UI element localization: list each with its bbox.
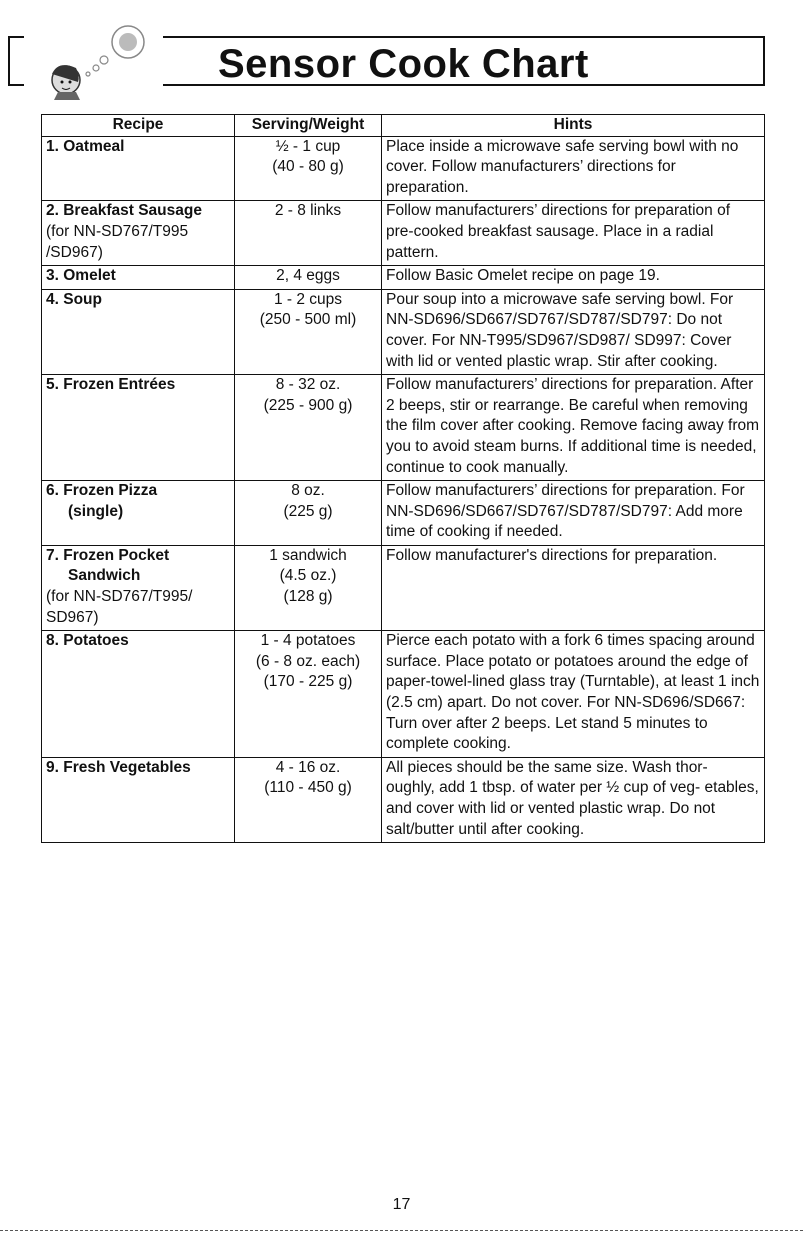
sensor-cook-table [41, 114, 765, 843]
serving-cell [235, 481, 382, 546]
hint-cell: Follow manufacturer's directions for preparation. [382, 545, 765, 630]
serving-line: (6 - 8 oz. each) [255, 652, 361, 670]
column-header-hints: Hints [382, 115, 765, 137]
recipe-name: 3. Omelet [46, 267, 116, 285]
recipe-cell [42, 375, 235, 481]
recipe-model-note: (for NN-SD767/T995/ SD967) [46, 588, 193, 626]
serving-line: 8 - 32 oz. [275, 376, 341, 394]
column-header-recipe: Recipe [42, 115, 235, 137]
table-row [42, 201, 765, 266]
recipe-name-continued: Sandwich [68, 567, 141, 585]
serving-line: (225 g) [283, 502, 333, 520]
table-row [42, 631, 765, 758]
serving-cell [235, 545, 382, 630]
serving-cell [235, 201, 382, 266]
recipe-name: 7. Frozen Pocket [46, 546, 170, 564]
recipe-name: 9. Fresh Vegetables [46, 758, 191, 776]
recipe-cell [42, 545, 235, 630]
recipe-cell [42, 136, 235, 201]
page-number: 17 [392, 1196, 411, 1213]
serving-cell [235, 375, 382, 481]
serving-line: 2 - 8 links [274, 202, 342, 220]
page-header [8, 20, 765, 100]
serving-line: 1 - 2 cups [273, 290, 343, 308]
recipe-model-note: (for NN-SD767/T995 /SD967) [46, 222, 189, 261]
serving-line: 1 sandwich [269, 546, 347, 564]
recipe-cell [42, 757, 235, 842]
serving-cell [235, 136, 382, 201]
recipe-name: 8. Potatoes [46, 632, 129, 650]
recipe-name: 1. Oatmeal [46, 137, 125, 155]
serving-line: (170 - 225 g) [263, 673, 353, 691]
serving-line: (128 g) [283, 588, 333, 606]
table-row [42, 481, 765, 546]
recipe-name: 4. Soup [46, 290, 102, 308]
column-header-serving: Serving/Weight [235, 115, 382, 137]
serving-line: 8 oz. [291, 482, 325, 500]
recipe-name: 5. Frozen Entrées [46, 376, 176, 394]
recipe-cell [42, 631, 235, 758]
serving-cell [235, 757, 382, 842]
recipe-cell [42, 481, 235, 546]
footer-divider [0, 1230, 803, 1231]
serving-line: (225 - 900 g) [263, 396, 353, 414]
serving-cell [235, 289, 382, 374]
recipe-name-continued: (single) [68, 502, 124, 520]
table-row [42, 266, 765, 290]
serving-cell [235, 266, 382, 290]
serving-line: 4 - 16 oz. [275, 758, 341, 776]
hint-cell: All pieces should be the same size. Wash thor- oughly, add 1 tbsp. of water per ½ cup of veg- etables, and cover with lid or vented plastic wrap. Do not salt/butter until after cooking. [382, 757, 765, 842]
recipe-cell [42, 289, 235, 374]
hint-cell: Place inside a microwave safe serving bowl with no cover. Follow manufacturers’ directions for preparation. [382, 136, 765, 201]
table-row [42, 289, 765, 374]
serving-line: (4.5 oz.) [279, 567, 337, 585]
serving-line: 1 - 4 potatoes [260, 632, 356, 650]
hint-cell: Pierce each potato with a fork 6 times spacing around surface. Place potato or potatoes around the edge of paper-towel-lined glass tray (Turntable), at least 1 inch (2.5 cm) apart. Do not cover. For NN-SD696/SD667: Turn over after 2 beeps. Let stand 5 minutes to complete cooking. [382, 631, 765, 758]
table-row [42, 375, 765, 481]
table-row [42, 757, 765, 842]
header-left-bracket [8, 36, 24, 86]
serving-cell [235, 631, 382, 758]
hint-cell: Pour soup into a microwave safe serving bowl. For NN-SD696/SD667/SD767/SD787/SD797: Do not cover. For NN-T995/SD967/SD987/ SD997: Cover with lid or vented plastic wrap. Stir after cooking. [382, 289, 765, 374]
recipe-name: 6. Frozen Pizza [46, 482, 158, 500]
serving-line: (250 - 500 ml) [259, 311, 357, 329]
serving-line: ½ - 1 cup [275, 137, 341, 155]
hint-cell: Follow Basic Omelet recipe on page 19. [382, 266, 765, 290]
table-row [42, 545, 765, 630]
hint-cell: Follow manufacturers’ directions for preparation of pre-cooked breakfast sausage. Place in a radial pattern. [382, 201, 765, 266]
table-row [42, 136, 765, 201]
table-header-row [42, 115, 765, 137]
hint-cell: Follow manufacturers’ directions for preparation. For NN-SD696/SD667/SD767/SD787/SD797: Add more time of cooking if needed. [382, 481, 765, 546]
page-title: Sensor Cook Chart [218, 42, 589, 86]
recipe-cell [42, 266, 235, 290]
recipe-cell [42, 201, 235, 266]
hint-cell: Follow manufacturers’ directions for preparation. After 2 beeps, stir or rearrange. Be careful when removing the film cover after cooking. Remove facing away from you to avoid steam burns. If additional time is needed, continue to cook manually. [382, 375, 765, 481]
chef-thinking-icon [28, 20, 168, 100]
serving-line: (110 - 450 g) [264, 779, 352, 797]
serving-line: (40 - 80 g) [272, 158, 344, 176]
serving-line: 2, 4 eggs [276, 267, 340, 285]
recipe-name: 2. Breakfast Sausage [46, 202, 202, 220]
